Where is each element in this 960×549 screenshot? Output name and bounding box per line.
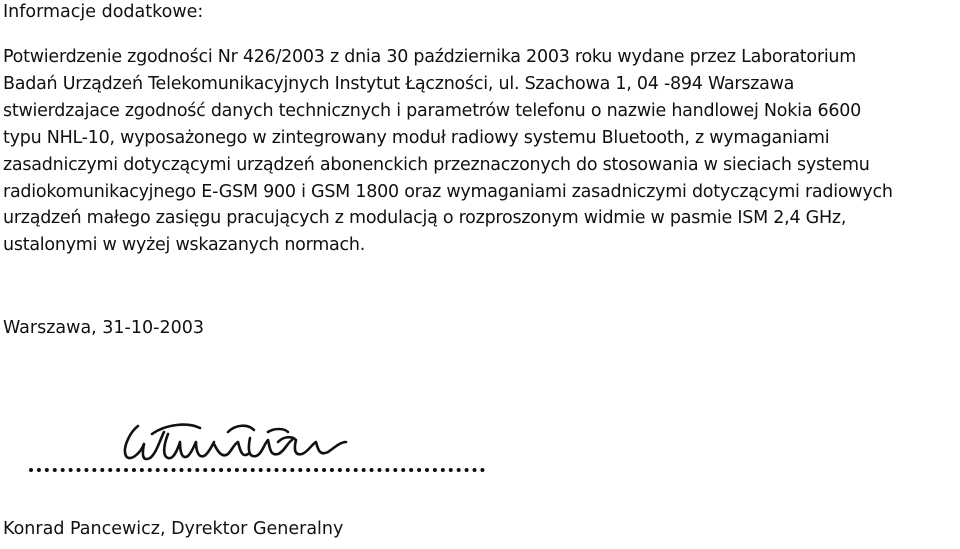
body-line: Potwierdzenie zgodności Nr 426/2003 z dnia 30 października 2003 roku wydane przez Laboratorium bbox=[3, 47, 857, 67]
signer-name: Konrad Pancewicz, Dyrektor Generalny bbox=[3, 519, 344, 539]
body-line: ustalonymi w wyżej wskazanych normach. bbox=[3, 235, 366, 256]
body-line: Badań Urządzeń Telekomunikacyjnych Instytut Łączności, ul. Szachowa 1, 04 -894 Warszawa bbox=[3, 73, 795, 94]
body-line: zasadniczymi dotyczącymi urządzeń abonenckich przeznaczonych do stosowania w sieciach systemu bbox=[3, 154, 870, 175]
section-heading: Informacje dodatkowe: bbox=[3, 2, 204, 22]
body-line: urządzeń małego zasięgu pracujących z modulacją o rozproszonym widmie w pasmie ISM 2,4 GHz, bbox=[3, 208, 847, 229]
signature-line bbox=[29, 468, 485, 472]
place-and-date: Warszawa, 31-10-2003 bbox=[3, 318, 204, 338]
handwritten-signature bbox=[108, 412, 358, 472]
declaration-body bbox=[3, 44, 960, 259]
body-line: typu NHL-10, wyposażonego w zintegrowany moduł radiowy systemu Bluetooth, z wymaganiami bbox=[3, 127, 830, 148]
body-line: radiokomunikacyjnego E-GSM 900 i GSM 1800 oraz wymaganiami zasadniczymi dotyczącymi radiowych bbox=[3, 181, 893, 202]
body-line: stwierdzajace zgodność danych technicznych i parametrów telefonu o nazwie handlowej Nokia 6600 bbox=[3, 100, 862, 121]
